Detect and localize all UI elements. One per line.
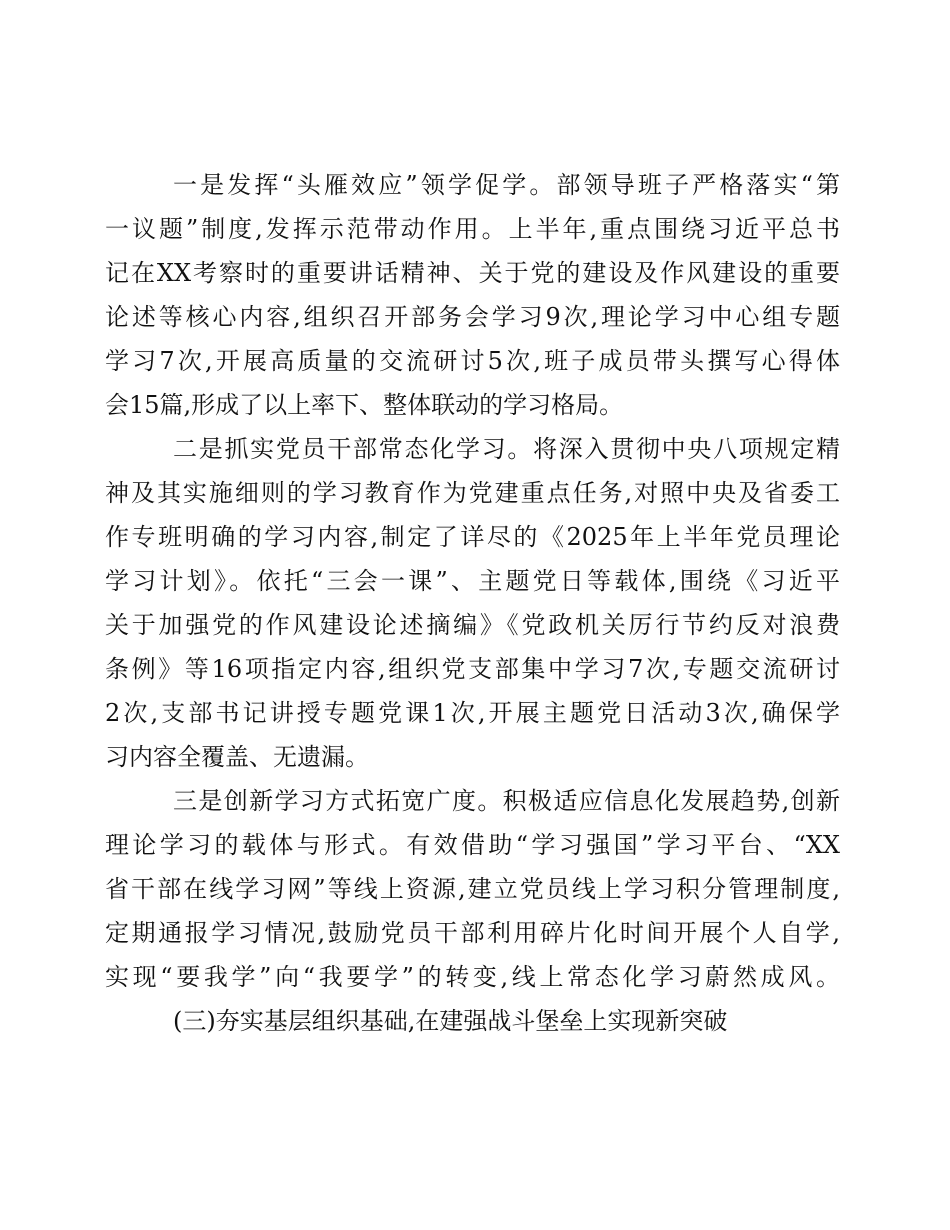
text-line: 记在XX考察时的重要讲话精神、关于党的建设及作风建设的重要 — [105, 259, 840, 287]
text-line: 二是抓实党员干部常态化学习。将深入贯彻中央八项规定精 — [173, 435, 840, 463]
text-line: 省干部在线学习网”等线上资源,建立党员线上学习积分管理制度, — [105, 875, 840, 903]
section-heading: (三)夯实基层组织基础,在建强战斗堡垒上实现新突破 — [173, 1007, 728, 1035]
text-line: 理论学习的载体与形式。有效借助“学习强国”学习平台、“XX — [105, 831, 840, 859]
text-line: 关于加强党的作风建设论述摘编》《党政机关厉行节约反对浪费 — [105, 611, 840, 639]
paragraph-1 — [105, 163, 840, 427]
text-line: 会15篇,形成了以上率下、整体联动的学习格局。 — [105, 391, 624, 419]
text-line: 三是创新学习方式拓宽广度。积极适应信息化发展趋势,创新 — [173, 787, 840, 815]
document-page — [105, 163, 840, 1043]
text-line: 2次,支部书记讲授专题党课1次,开展主题党日活动3次,确保学 — [105, 699, 840, 727]
text-line: 论述等核心内容,组织召开部务会学习9次,理论学习中心组专题 — [105, 303, 840, 331]
text-line: 学习计划》。依托“三会一课”、主题党日等载体,围绕《习近平 — [105, 567, 840, 595]
text-line: 习内容全覆盖、无遗漏。 — [105, 743, 369, 771]
text-line: 定期通报学习情况,鼓励党员干部利用碎片化时间开展个人自学, — [105, 919, 840, 947]
paragraph-2 — [105, 427, 840, 779]
text-line: 一是发挥“头雁效应”领学促学。部领导班子严格落实“第 — [173, 171, 840, 199]
text-line: 条例》等16项指定内容,组织党支部集中学习7次,专题交流研讨 — [105, 655, 840, 683]
paragraph-3 — [105, 779, 840, 999]
text-line: 实现“要我学”向“我要学”的转变,线上常态化学习蔚然成风。 — [105, 963, 840, 991]
text-line: 神及其实施细则的学习教育作为党建重点任务,对照中央及省委工 — [105, 479, 840, 507]
text-line: 学习7次,开展高质量的交流研讨5次,班子成员带头撰写心得体 — [105, 347, 840, 375]
text-line: 一议题”制度,发挥示范带动作用。上半年,重点围绕习近平总书 — [105, 215, 840, 243]
text-line: 作专班明确的学习内容,制定了详尽的《2025年上半年党员理论 — [105, 523, 840, 551]
